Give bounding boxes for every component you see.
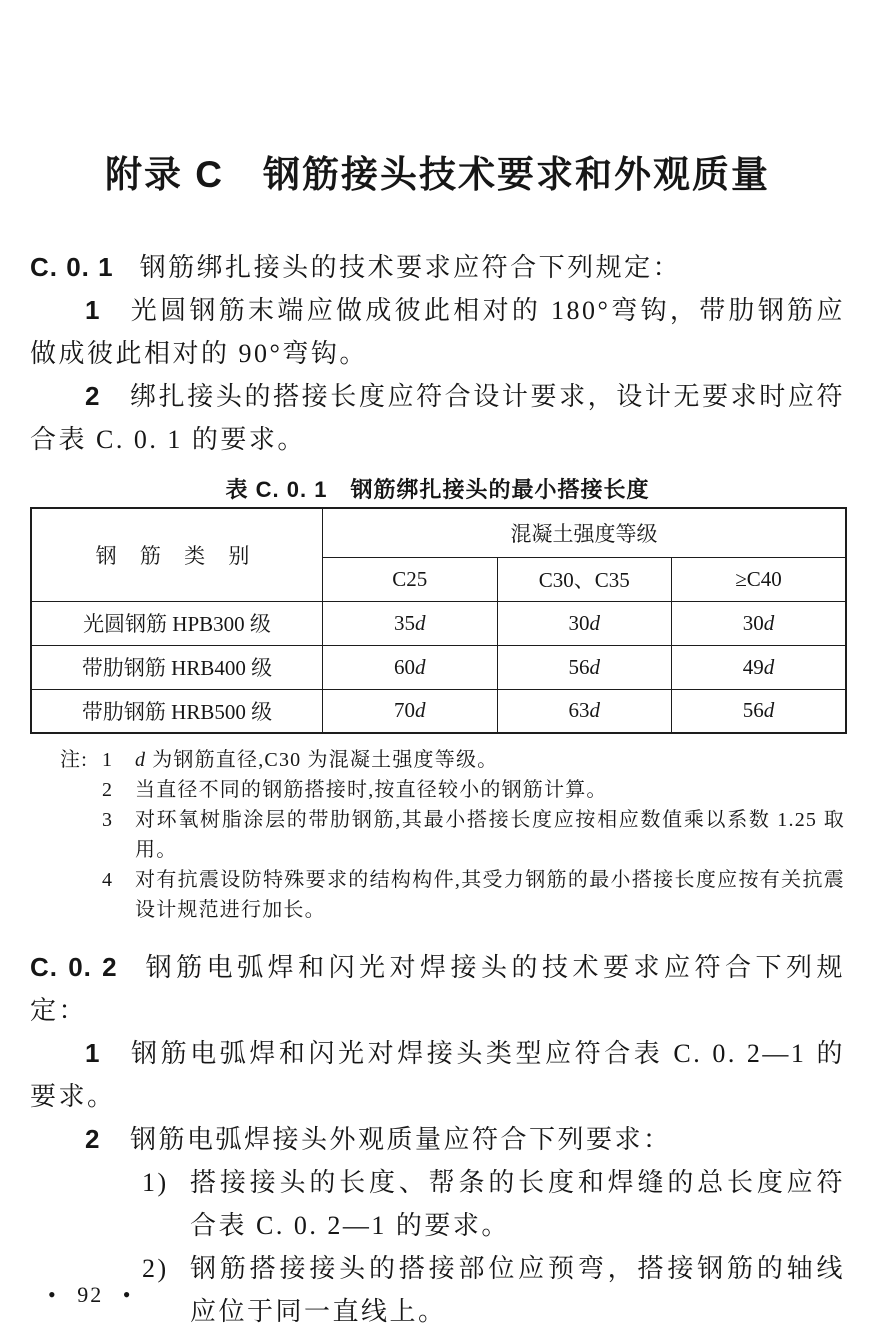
table-notes — [60, 745, 845, 925]
lap-length-table — [30, 507, 847, 734]
cell-value: 70d — [323, 689, 498, 733]
note-text: 对环氧树脂涂层的带肋钢筋,其最小搭接长度应按相应数值乘以系数 1.25 取用。 — [135, 809, 845, 861]
note-number: 3 — [102, 809, 114, 831]
clause-text: 光圆钢筋末端应做成彼此相对的 180°弯钩，带肋钢筋应做成彼此相对的 90°弯钩。 — [30, 296, 845, 368]
note-4 — [60, 865, 845, 925]
section-c01-label: C. 0. 1 — [30, 252, 114, 282]
clause-c01-item-1 — [30, 289, 845, 375]
page-title: 附录 C 钢筋接头技术要求和外观质量 — [105, 154, 770, 195]
section-c01-heading — [30, 246, 845, 289]
cell-value: 56d — [497, 645, 672, 689]
subclause-text: 搭接接头的长度、帮条的长度和焊缝的总长度应符合表 C. 0. 2—1 的要求。 — [190, 1168, 845, 1240]
table-caption: 表 C. 0. 1 钢筋绑扎接头的最小搭接长度 — [225, 477, 650, 502]
row-label: 光圆钢筋 HPB300 级 — [31, 601, 323, 645]
note-number: 1 — [102, 749, 114, 771]
note-2 — [60, 775, 845, 805]
table-row — [31, 689, 846, 733]
section-c02-label: C. 0. 2 — [30, 952, 118, 982]
table-row — [31, 645, 846, 689]
note-number: 2 — [102, 779, 114, 801]
subclause-text: 钢筋搭接接头的搭接部位应预弯，搭接钢筋的轴线应位于同一直线上。 — [190, 1254, 845, 1326]
clause-number: 2 — [85, 1124, 102, 1154]
clause-text: 绑扎接头的搭接长度应符合设计要求，设计无要求时应符合表 C. 0. 1 的要求。 — [30, 382, 845, 454]
section-c02-intro: 钢筋电弧焊和闪光对焊接头的技术要求应符合下列规定： — [30, 953, 845, 1025]
clause-c02-item-2 — [30, 1118, 845, 1161]
cell-value: 35d — [323, 601, 498, 645]
page-number: • 92 • — [48, 1282, 133, 1307]
clause-number: 1 — [85, 1038, 102, 1068]
subclause-2 — [142, 1247, 845, 1333]
subclause-number: 2) — [142, 1254, 169, 1283]
clause-text: 钢筋电弧焊接头外观质量应符合下列要求： — [129, 1125, 672, 1154]
cell-value: 60d — [323, 645, 498, 689]
section-c01-intro: 钢筋绑扎接头的技术要求应符合下列规定： — [139, 253, 682, 282]
table-row-header: 钢 筋 类 别 — [31, 508, 323, 601]
note-3 — [60, 805, 845, 865]
page-content — [0, 146, 874, 1333]
section-c01 — [30, 246, 845, 461]
note-text: 对有抗震设防特殊要求的结构构件,其受力钢筋的最小搭接长度应按有关抗震设计规范进行加长。 — [135, 869, 845, 921]
note-text: d 为钢筋直径,C30 为混凝土强度等级。 — [135, 749, 499, 771]
subclause-number: 1) — [142, 1168, 169, 1197]
cell-value: 49d — [672, 645, 847, 689]
cell-value: 63d — [497, 689, 672, 733]
row-label: 带肋钢筋 HRB400 级 — [31, 645, 323, 689]
section-c02 — [30, 946, 845, 1333]
cell-value: 30d — [672, 601, 847, 645]
table-col-group-header: 混凝土强度等级 — [323, 508, 847, 557]
clause-c01-item-2 — [30, 375, 845, 461]
note-1 — [60, 745, 845, 775]
clause-c02-item-1 — [30, 1032, 845, 1118]
row-label: 带肋钢筋 HRB500 级 — [31, 689, 323, 733]
note-number: 4 — [102, 869, 114, 891]
table-col-header-c25: C25 — [323, 557, 498, 601]
cell-value: 56d — [672, 689, 847, 733]
subclause-1 — [142, 1161, 845, 1247]
notes-label: 注: — [60, 749, 88, 771]
table-row — [31, 601, 846, 645]
table-col-header-c30-c35: C30、C35 — [497, 557, 672, 601]
clause-number: 1 — [85, 295, 102, 325]
clause-text: 钢筋电弧焊和闪光对焊接头类型应符合表 C. 0. 2—1 的要求。 — [30, 1039, 845, 1111]
note-text: 当直径不同的钢筋搭接时,按直径较小的钢筋计算。 — [135, 779, 608, 801]
cell-value: 30d — [497, 601, 672, 645]
clause-number: 2 — [85, 381, 102, 411]
table-col-header-c40: ≥C40 — [672, 557, 847, 601]
section-c02-heading — [30, 946, 845, 1032]
